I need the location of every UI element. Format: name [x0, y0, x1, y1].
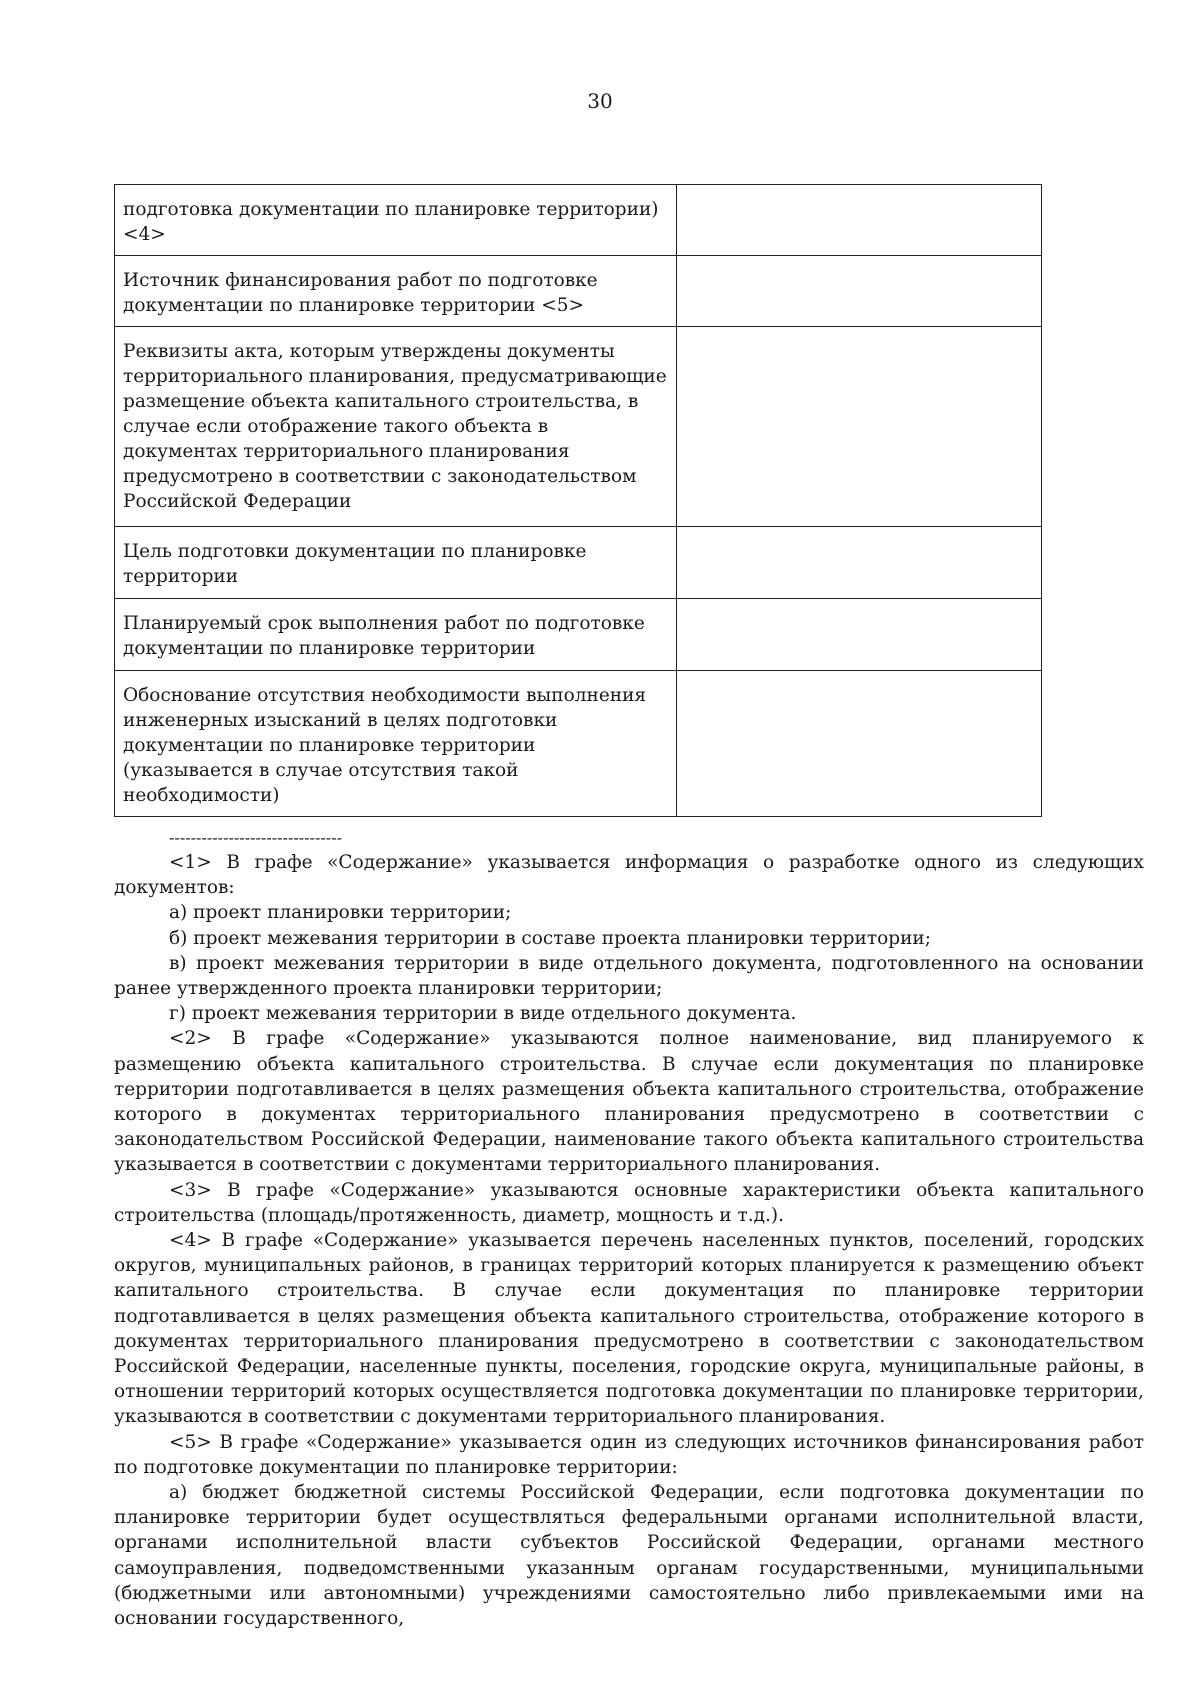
- table-row: [115, 527, 1042, 599]
- footnote-separator: --------------------------------: [169, 828, 342, 847]
- row-value: [677, 256, 1042, 327]
- row-label: Обоснование отсутствия необходимости выполнения инженерных изысканий в целях подготовки документации по планировке территории (указывается в случае отсутствия такой необходимости): [115, 671, 677, 817]
- footnote-paragraph: а) проект планировки территории;: [169, 902, 512, 924]
- row-value: [677, 185, 1042, 256]
- table-row: [115, 671, 1042, 817]
- row-label: Реквизиты акта, которым утверждены документы территориального планирования, предусматривающие размещение объекта капитального строительства, в случае если отображение такого объекта в документах территориального планирования предусмотрено в соответствии с законодательством Российской Федерации: [115, 327, 677, 527]
- row-value: [677, 671, 1042, 817]
- footnote-paragraph: а) бюджет бюджетной системы Российской Федерации, если подготовка документации по планировке территории будет осуществляться федеральными органами исполнительной власти, органами исполнительной власти субъектов Российской Федерации, органами местного самоуправления, подведомственными указанным органам государственными, муниципальными (бюджетными или автономными) учреждениями самостоятельно либо привлекаемыми ими на основании государственного,: [114, 1482, 1144, 1630]
- footnote-paragraph: г) проект межевания территории в виде отдельного документа.: [169, 1003, 797, 1025]
- table-row: [115, 256, 1042, 327]
- row-label: Планируемый срок выполнения работ по подготовке документации по планировке территории: [115, 599, 677, 671]
- footnote-paragraph: <1> В графе «Содержание» указывается информация о разработке одного из следующих документов:: [114, 852, 1144, 899]
- row-value: [677, 327, 1042, 527]
- footnote-paragraph: <2> В графе «Содержание» указываются полное наименование, вид планируемого к размещению объекта капитального строительства. В случае если документация по планировке территории подготавливается в целях размещения объекта капитального строительства, отображение которого в документах территориального планирования предусмотрено в соответствии с законодательством Российской Федерации, наименование такого объекта капитального строительства указывается в соответствии с документами территориального планирования.: [114, 1028, 1144, 1176]
- page-number: 30: [587, 89, 613, 113]
- footnote-paragraph: в) проект межевания территории в виде отдельного документа, подготовленного на основании ранее утвержденного проекта планировки территории;: [114, 952, 1144, 1000]
- row-value: [677, 599, 1042, 671]
- footnote-paragraph: <5> В графе «Содержание» указывается один из следующих источников финансирования работ по подготовке документации по планировке территории:: [114, 1431, 1144, 1478]
- row-label: подготовка документации по планировке территории) <4>: [115, 185, 677, 256]
- footnote-paragraph: <3> В графе «Содержание» указываются основные характеристики объекта капитального строительства (площадь/протяженность, диаметр, мощность и т.д.).: [114, 1179, 1144, 1226]
- table-row: [115, 185, 1042, 256]
- footnote-paragraph: б) проект межевания территории в составе проекта планировки территории;: [169, 927, 931, 949]
- table-row: [115, 599, 1042, 671]
- footnote-paragraph: <4> В графе «Содержание» указывается перечень населенных пунктов, поселений, городских округов, муниципальных районов, в границах территорий которых планируется к размещению объект капитального строительства. В случае если документация по планировке территории подготавливается в целях размещения объекта капитального строительства, отображение которого в документах территориального планирования предусмотрено в соответствии с законодательством Российской Федерации, населенные пункты, поселения, городские округа, муниципальные районы, в отношении территорий которых осуществляется подготовка документации по планировке территории, указываются в соответствии с документами территориального планирования.: [114, 1230, 1144, 1428]
- table-row: [115, 327, 1042, 527]
- row-value: [677, 527, 1042, 599]
- footnotes: [114, 828, 1144, 1631]
- row-label: Источник финансирования работ по подготовке документации по планировке территории <5>: [115, 256, 677, 327]
- row-label: Цель подготовки документации по планировке территории: [115, 527, 677, 599]
- form-table: [114, 184, 1042, 817]
